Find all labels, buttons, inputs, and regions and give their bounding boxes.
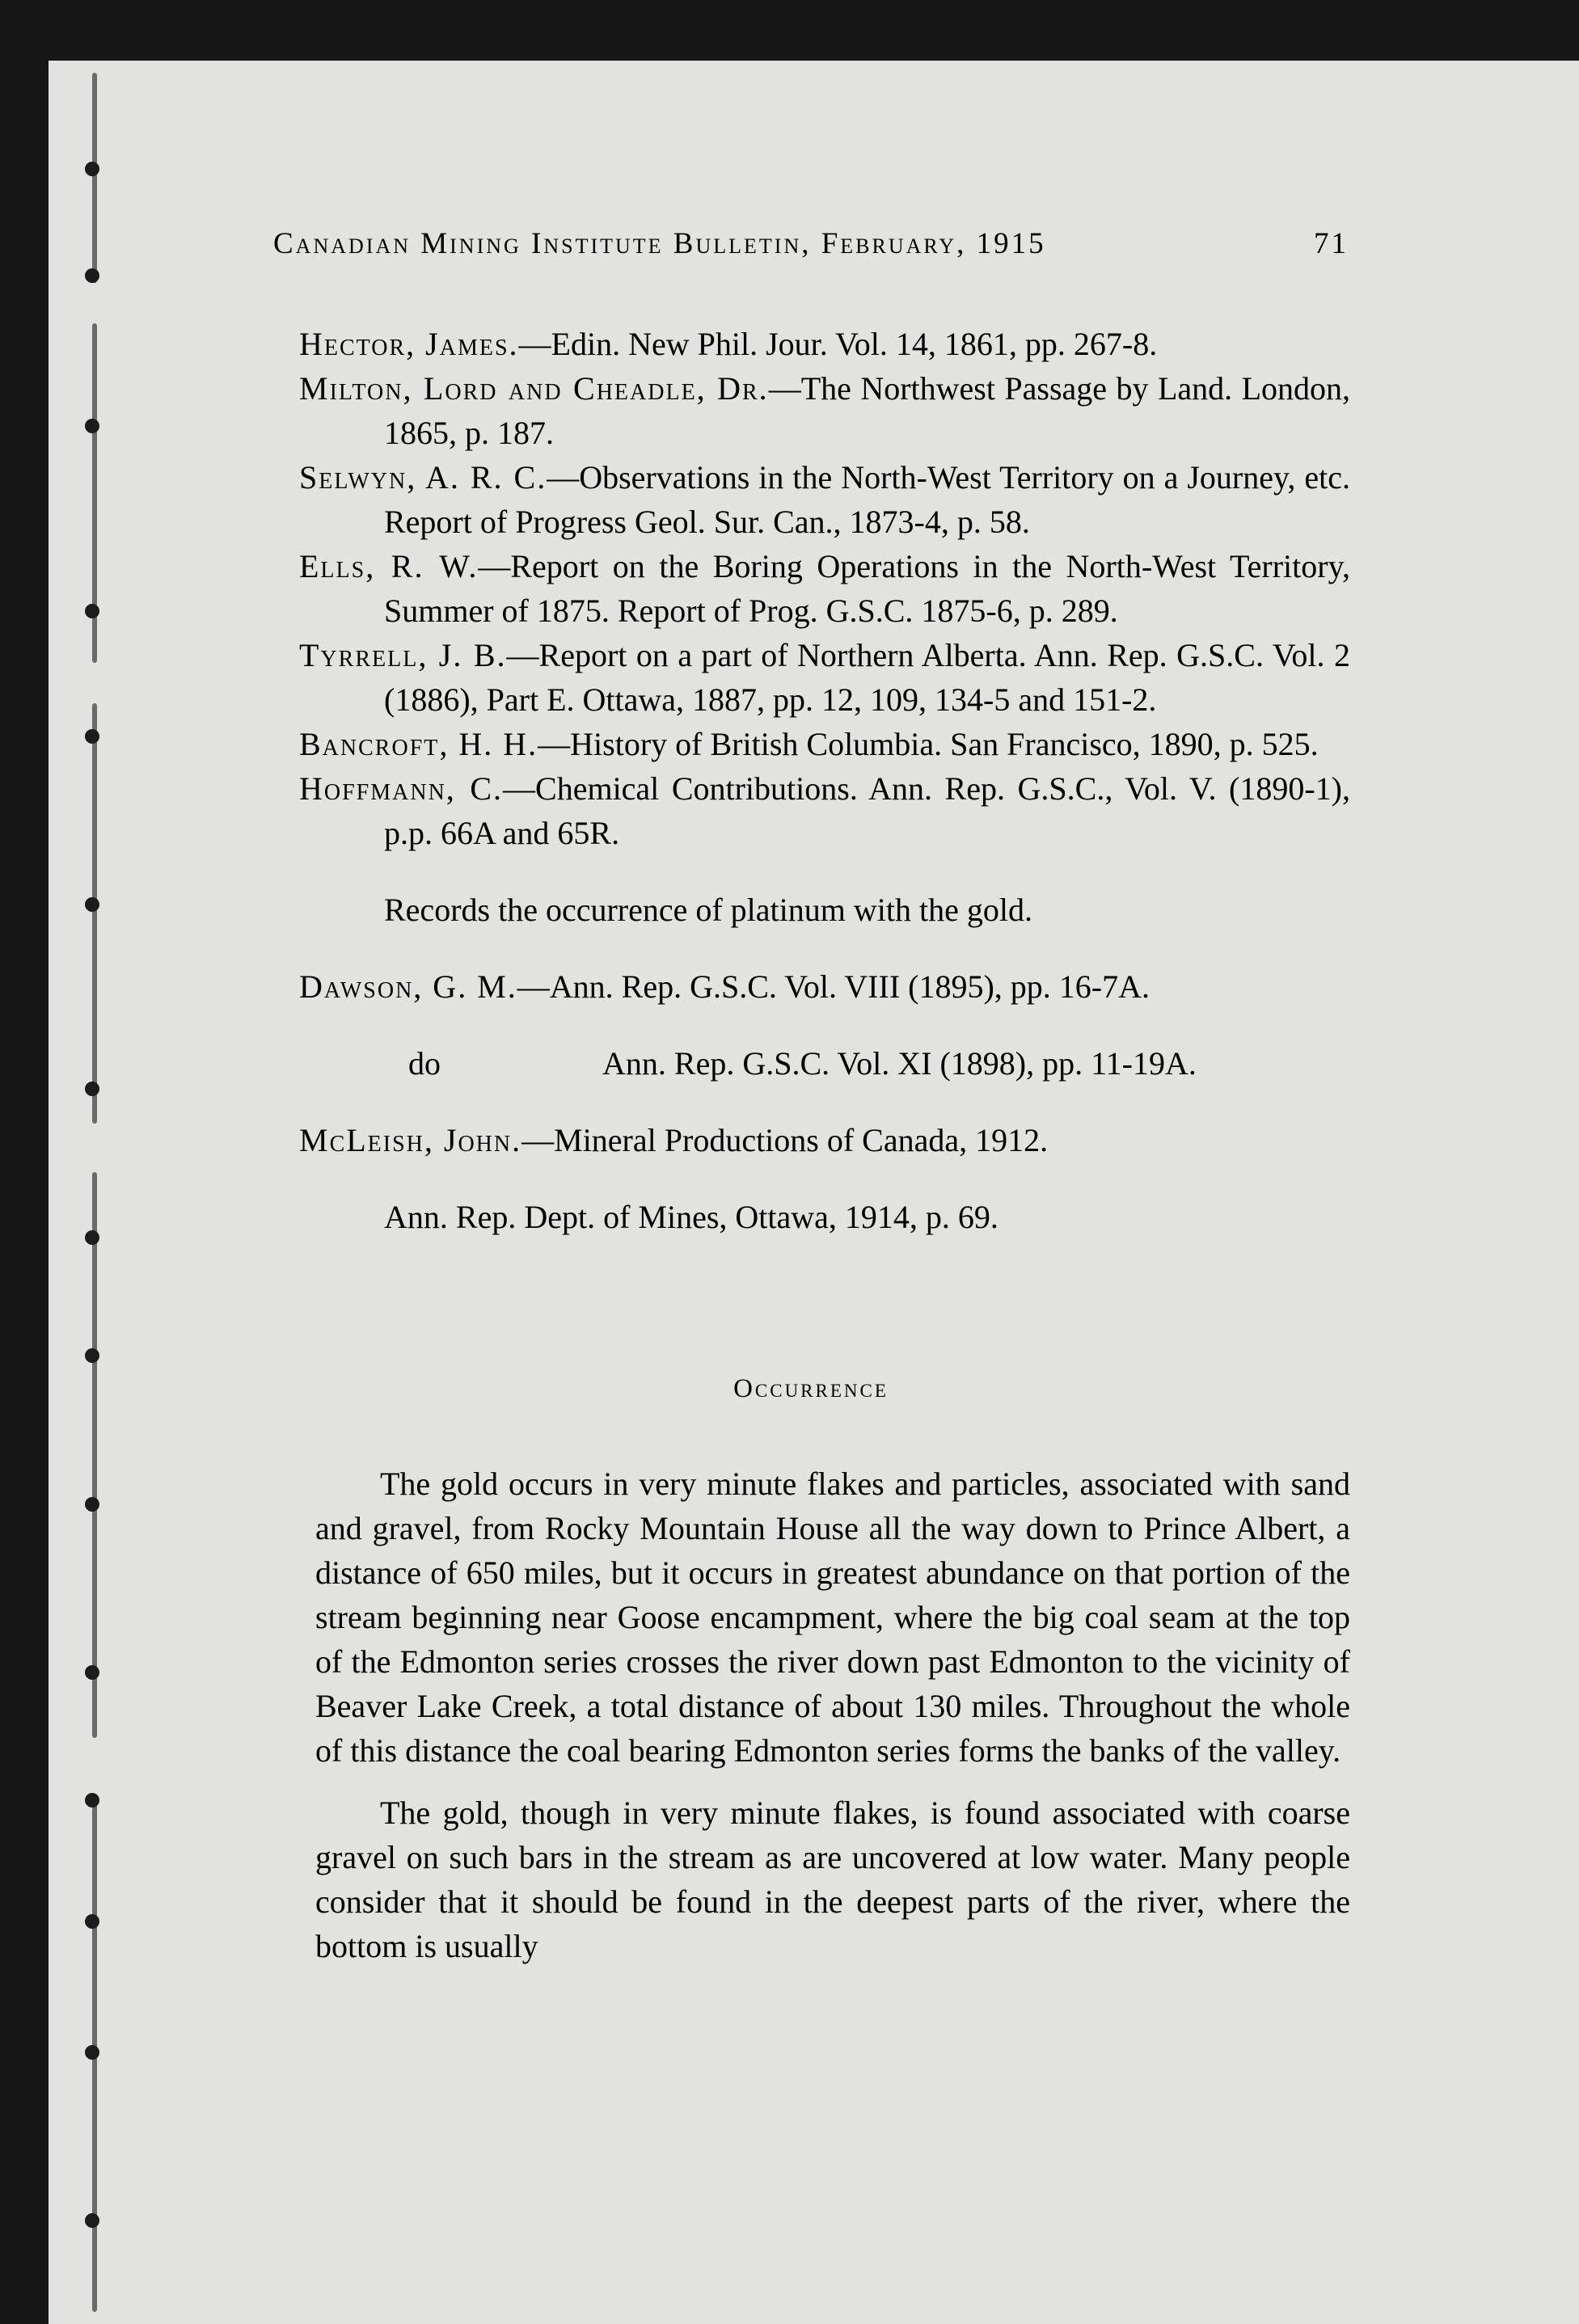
punch-hole	[85, 162, 99, 176]
reference-text: —The Northwest Passage by Land. London, 1865, p. 187.	[384, 370, 1351, 451]
punch-hole	[85, 1793, 99, 1807]
reference-entry	[299, 1118, 1350, 1162]
reference-author: Hector, James.	[299, 326, 519, 362]
reference-entry	[299, 766, 1350, 855]
punch-hole	[85, 1665, 99, 1680]
punch-hole	[85, 1348, 99, 1363]
punch-hole	[85, 1497, 99, 1512]
ditto-text: Ann. Rep. G.S.C. Vol. XI (1898), pp. 11-19A.	[602, 1045, 1197, 1082]
reference-text: —Observations in the North-West Territory on a Journey, etc. Report of Progress Geol. Sur. Can., 1873-4, p. 58.	[384, 459, 1350, 540]
body-text	[315, 1461, 1350, 1986]
running-header	[273, 226, 1349, 261]
reference-text: —History of British Columbia. San Francisco, 1890, p. 525.	[538, 726, 1319, 762]
paragraph: The gold occurs in very minute flakes and particles, associated with sand and gravel, from Rocky Mountain House all the way down to Prince Albert, a distance of 650 miles, but it occurs in greatest abundance on that portion of the stream beginning near Goose encampment, where the big coal seam at the top of the Edmonton series crosses the river down past Edmonton to the vicinity of Beaver Lake Creek, a total distance of about 130 miles. Throughout the whole of this distance the coal bearing Edmonton series forms the banks of the valley.	[315, 1466, 1350, 1769]
punch-hole	[85, 897, 99, 912]
reference-ditto	[299, 1041, 1350, 1086]
punch-hole	[85, 604, 99, 618]
reference-entry	[299, 366, 1350, 455]
reference-entry	[299, 322, 1350, 366]
punch-hole	[85, 268, 99, 283]
reference-text: —Mineral Productions of Canada, 1912.	[521, 1122, 1049, 1158]
punch-hole	[85, 2213, 99, 2228]
punch-hole	[85, 2045, 99, 2060]
reference-author: Selwyn, A. R. C.	[299, 459, 547, 496]
reference-text: —Ann. Rep. G.S.C. Vol. VIII (1895), pp. 16-7A.	[517, 968, 1150, 1005]
binding-edge	[34, 57, 107, 2324]
reference-text: —Report on a part of Northern Alberta. Ann. Rep. G.S.C. Vol. 2 (1886), Part E. Ottawa, 1887, pp. 12, 109, 134-5 and 151-2.	[384, 637, 1351, 718]
reference-text: —Chemical Contributions. Ann. Rep. G.S.C., Vol. V. (1890-1), p.p. 66A and 65R.	[384, 770, 1350, 851]
punch-hole	[85, 1914, 99, 1929]
paragraph: The gold, though in very minute flakes, is found associated with coarse gravel on such bars in the stream as are uncovered at low water. Many people consider that it should be found in the deepest parts of the river, where the bottom is usually	[315, 1795, 1350, 1964]
reference-entry	[299, 964, 1350, 1009]
punch-hole	[85, 729, 99, 744]
reference-author: Hoffmann, C.	[299, 770, 504, 807]
binding-line	[92, 1172, 97, 1738]
reference-author: Milton, Lord and Cheadle, Dr.	[299, 370, 769, 407]
reference-entry	[299, 455, 1350, 544]
reference-author: Tyrrell, J. B.	[299, 637, 507, 673]
reference-list	[299, 322, 1350, 1272]
ditto-label: do	[408, 1045, 441, 1082]
reference-author: Ells, R. W.	[299, 548, 479, 584]
reference-author: Bancroft, H. H.	[299, 726, 538, 762]
reference-note: Records the occurrence of platinum with the gold.	[384, 892, 1032, 928]
reference-text: —Edin. New Phil. Jour. Vol. 14, 1861, pp. 267-8.	[518, 326, 1158, 362]
section-heading: Occurrence	[733, 1374, 889, 1403]
reference-author: Dawson, G. M.	[299, 968, 517, 1005]
page-number: 71	[1314, 227, 1349, 260]
reference-text: —Report on the Boring Operations in the North-West Territory, Summer of 1875. Report of Prog. G.S.C. 1875-6, p. 289.	[384, 548, 1350, 629]
binding-line	[92, 703, 97, 1124]
reference-entry	[299, 722, 1350, 766]
punch-hole	[85, 1082, 99, 1096]
punch-hole	[85, 1230, 99, 1245]
reference-author: McLeish, John.	[299, 1122, 522, 1158]
reference-entry	[299, 633, 1350, 722]
reference-note: Ann. Rep. Dept. of Mines, Ottawa, 1914, p. 69.	[384, 1199, 998, 1235]
punch-hole	[85, 419, 99, 433]
binding-line	[92, 73, 97, 283]
reference-entry	[299, 544, 1350, 633]
header-title: Canadian Mining Institute Bulletin, February, 1915	[273, 227, 1046, 260]
